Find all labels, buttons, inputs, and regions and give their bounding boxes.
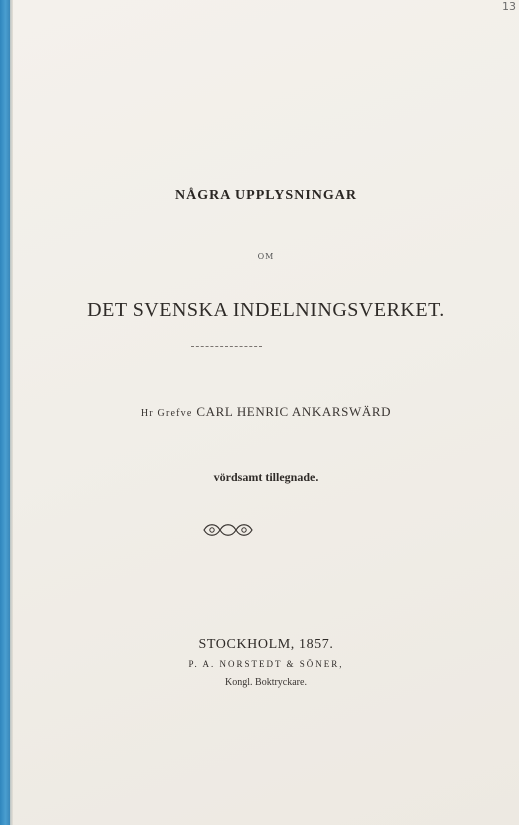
- page-corner-mark: 13: [502, 0, 516, 13]
- title-connector: OM: [257, 252, 275, 261]
- imprint-place-year: STOCKHOLM, 1857.: [198, 637, 334, 652]
- dedication-suffix: vördsamt tillegnade.: [213, 470, 319, 484]
- blue-spine-edge: [0, 0, 10, 825]
- title-line-1: NÅGRA UPPLYSNINGAR: [174, 188, 357, 203]
- imprint-role: Kongl. Boktryckare.: [225, 677, 307, 688]
- main-title: DET SVENSKA INDELNINGSVERKET.: [87, 299, 445, 321]
- dedication-line: [13, 404, 519, 420]
- decorative-rule: [191, 346, 262, 347]
- ornament-flourish-icon: [202, 522, 254, 538]
- dedication-prefix: Hr Grefve: [140, 408, 193, 419]
- imprint-printer: P. A. NORSTEDT & SÖNER,: [188, 659, 344, 669]
- dedication-name: CARL HENRIC ANKARSWÄRD: [196, 404, 392, 419]
